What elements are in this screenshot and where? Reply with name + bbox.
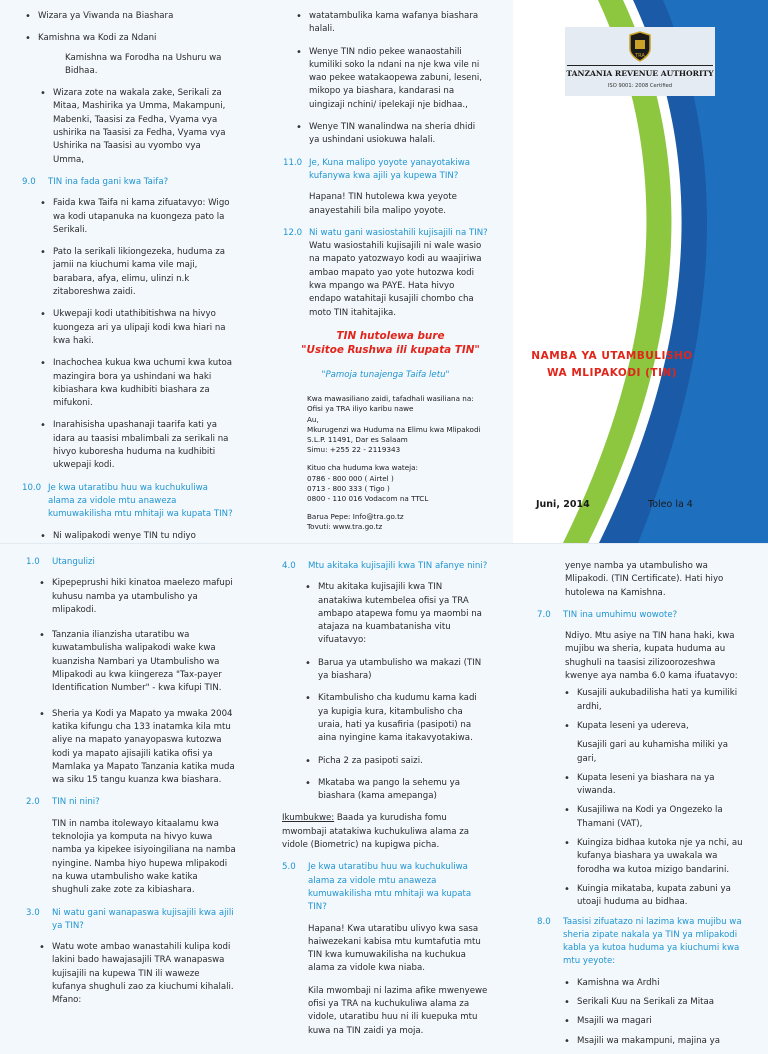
note-text: Baada ya kurudisha fomu mwombaji atatakiwa kuchukuliwa alama za vidole (Biometric) na kupigwa picha. — [282, 813, 469, 851]
section-heading — [22, 176, 234, 189]
section-title: Je kwa utaratibu huu wa kuchukuliwa alama za vidole mtu anaweza kumuwakilisha mtu mhitaji wa kupata TIN? — [308, 862, 472, 913]
edition-label: Toleo la 4 — [648, 499, 693, 510]
list-item: • Sheria ya Kodi ya Mapato ya mwaka 2004 katika kifungu cha 133 inatamka kila mtu aliye na mapato yanayopaswa kutozwa kodi ya mapato ajisajili katika ofisi ya Mamlaka ya Mapato Tanzania katika muda wa siku 15 tangu kuanza kwa biashara. — [36, 708, 236, 788]
section-heading — [26, 796, 236, 809]
list-item: • Wizara zote na wakala zake, Serikali za Mitaa, Mashirika ya Umma, Makampuni, Mabenki, Taasisi za Fedha, Vyama vya ushirika na Taasisi za Fedha, Vyama vya Ushirika na Taasisi au vyombo vya Umma, — [37, 87, 234, 167]
list-item: • Kupata leseni ya biashara na ya viwanda. — [561, 772, 743, 799]
section-number: 7.0 — [537, 609, 551, 620]
panel-divider — [0, 543, 768, 544]
title-line: WA MLIPAKODI (TIN) — [546, 367, 678, 379]
section-title: Je kwa utaratibu huu wa kuchukuliwa alama za vidole mtu anaweza kumuwakilisha mtu mhitaji wa kupata TIN? — [48, 482, 233, 520]
list-item: • Kusajili aukubadilisha hati ya kumiliki ardhi, — [561, 687, 743, 714]
list-item: • Inachochea kukua kwa uchumi kwa kutoa mazingira bora ya ushindani wa haki kibiashara kwa kudhibiti biashara za mifukoni. — [37, 357, 234, 410]
contact-line: Au, — [307, 414, 319, 424]
emblem-text: TRA — [635, 53, 645, 59]
section-title: TIN ni nini? — [52, 797, 100, 808]
section-title: TIN ina fada gani kwa Taifa? — [48, 176, 169, 187]
contact-line: 0800 - 110 016 Vodacom na TTCL — [307, 494, 429, 504]
website-line[interactable]: Tovuti: www.tra.go.tz — [307, 522, 383, 532]
section-heading — [26, 907, 236, 934]
paragraph: Hapana! Kwa utaratibu ulivyo kwa sasa haiwezekani kabisa mtu kumtafutia mtu TIN kwa kumuwakilisha na kuchukua alama za vidole kwa niaba. — [308, 923, 481, 974]
slogan-line: TIN hutolewa bure — [336, 329, 445, 342]
leaflet-title — [528, 348, 696, 382]
list-item: • Kupata leseni ya udereva, — [561, 720, 743, 733]
list-item: • Msajili wa magari — [561, 1015, 743, 1028]
contact-line: 0786 - 800 000 ( Airtel ) — [307, 473, 394, 483]
list-item: • Kuingiza bidhaa kutoka nje ya nchi, au kufanya biashara ya uwakala wa forodha wa kutoa mizigo bandarini. — [561, 837, 743, 877]
list-item: • Wizara ya Viwanda na Biashara — [22, 10, 234, 23]
title-line: NAMBA YA UTAMBULISHO — [531, 350, 693, 362]
section-number: 3.0 — [26, 907, 40, 918]
contact-block — [283, 394, 488, 532]
list-item: • Kusajiliwa na Kodi ya Ongezeko la Thamani (VAT), — [561, 804, 743, 831]
list-item: • Inarahisisha upashanaji taarifa kati ya idara au taasisi mbalimbali za serikali na hivyo kuboresha huduma na kudhibiti ukwepaji kodi. — [37, 419, 234, 472]
contact-line: Mkurugenzi wa Huduma na Elimu kwa Mlipakodi — [307, 424, 481, 434]
authority-name: TANZANIA REVENUE AUTHORITY — [566, 69, 714, 78]
section-heading — [282, 560, 488, 573]
contact-line: 0713 - 800 333 ( Tigo ) — [307, 483, 390, 493]
paragraph: Kamishna wa Forodha na Ushuru wa Bidhaa. — [65, 52, 222, 76]
list-item: • Pato la serikali likiongezeka, huduma za jamii na kiuchumi kama vile maji, barabara, afya, elimu, ulinzi n.k zitaboreshwa zaidi. — [37, 246, 234, 299]
list-item: • Kipepeprushi hiki kinatoa maelezo mafupi kuhusu namba ya utambulisho ya mlipakodi. — [36, 577, 236, 617]
list-item: • Wenye TIN ndio pekee wanaostahili kumiliki soko la ndani na nje kwa vile ni wao pekee watakaopewa zabuni, leseni, mikopo ya biashara, kandarasi na uingizaji nchini/ ipelekaji nje bidhaa., — [293, 46, 488, 112]
section-number: 9.0 — [22, 176, 36, 187]
section-number: 12.0 — [283, 227, 303, 238]
list-item: • Tanzania ilianzisha utaratibu wa kuwatambulisha walipakodi wake kwa kuanzisha Nambari ya Utambulisho wa Mlipakodi au kwa kiingereza "Tax-payer Identification Number" - kwa kifupi TIN. — [36, 629, 236, 695]
publication-date: Juni, 2014 — [536, 499, 590, 510]
list-item: • Msajili wa makampuni, majina ya — [561, 1035, 743, 1048]
list-item: • Serikali Kuu na Serikali za Mitaa — [561, 996, 743, 1009]
paragraph: Kusajili gari au kuhamisha miliki ya gari, — [577, 740, 729, 764]
paragraph: yenye namba ya utambulisho wa Mlipakodi. (TIN Certificate). Hati hiyo hutolewa na Kamishna. — [565, 561, 724, 598]
paragraph: Hapana! TIN hutolewa kwa yeyote anayestahili bila malipo yoyote. — [309, 192, 457, 216]
tra-logo-box — [565, 27, 715, 96]
list-item: • Kamishna wa Kodi za Ndani — [22, 32, 234, 45]
list-item: • Watu wote ambao wanastahili kulipa kodi lakini bado hawajasajili TRA wanapaswa kujisajili na kupewa TIN ili waweze kufanya shughuli zao za kiuchumi kihalali. Mfano: — [36, 941, 236, 1007]
section-heading — [26, 556, 236, 569]
section-heading — [283, 157, 488, 184]
section-number: 2.0 — [26, 797, 40, 808]
note-paragraph — [282, 812, 488, 852]
list-item: • Ukwepaji kodi utathibitishwa na hivyo kuongeza ari ya ulipaji kodi kwa hiari na kwa haki. — [37, 308, 234, 348]
contact-line: Ofisi ya TRA iliyo karibu nawe — [307, 404, 414, 414]
paragraph: TIN in namba itolewayo kitaalamu kwa teknolojia ya komputa na hivyo kuwa namba ya kipekee isiyoingiliana na namba nyingine. Namba hiyo hupewa mlipakodi na kuwa utambulisho wake katika shughuli zake zote za kibiashara. — [52, 818, 236, 896]
list-item: • Faida kwa Taifa ni kama zifuatavyo: Wigo wa kodi utapanuka na kuongeza pato la Serikali. — [37, 197, 234, 237]
section-heading — [22, 482, 234, 522]
list-item: • Barua ya utambulisho wa makazi (TIN ya biashara) — [302, 657, 488, 684]
list-item: • Kamishna wa Ardhi — [561, 977, 743, 990]
contact-line: Kwa mawasiliano zaidi, tafadhali wasiliana na: — [307, 394, 474, 404]
list-item: • Ni walipakodi wenye TIN tu ndiyo — [37, 530, 234, 543]
bottom-column-1 — [26, 556, 236, 1017]
note-label: Ikumbukwe: — [282, 813, 335, 824]
list-item: • Picha 2 za pasipoti saizi. — [302, 755, 488, 768]
section-number: 5.0 — [282, 862, 296, 873]
section-number: 10.0 — [22, 482, 42, 493]
list-item: • Mkataba wa pango la sehemu ya biashara (kama amepanga) — [302, 777, 488, 804]
list-item: • Wenye TIN wanalindwa na sheria dhidi ya ushindani usiokuwa halali. — [293, 121, 488, 148]
paragraph: Kila mwombaji ni lazima afike mwenyewe ofisi ya TRA na kuchukuliwa alama za vidole, utaratibu huu ni ili kuepuka mtu kuwa na TIN zaidi ya moja. — [308, 985, 488, 1036]
paragraph: Watu wasiostahili kujisajili ni wale wasio na mapato yatozwayo kodi au waajiriwa ambao mapato yao yote hutozwa kodi kwa mpango wa PAYE. Hata hivyo endapo watahitaji kusajili chombo cha moto TIN itahitajika. — [309, 241, 482, 318]
section-heading — [537, 916, 743, 969]
contact-line: S.L.P. 11491, Dar es Salaam — [307, 435, 408, 445]
bottom-column-2 — [282, 560, 488, 1047]
tra-emblem-icon — [626, 31, 654, 63]
section-heading — [283, 227, 488, 240]
section-title: Taasisi zifuatazo ni lazima kwa mujibu wa sheria zipate nakala ya TIN ya mlipakodi kabla ya kutoa huduma ya kiuchumi kwa mtu yeyote: — [563, 916, 742, 967]
section-title: Ni watu gani wasiostahili kujisajili na TIN? — [309, 227, 488, 238]
contact-line: Simu: +255 22 - 2119343 — [307, 445, 401, 455]
section-number: 8.0 — [537, 916, 551, 927]
section-heading — [282, 861, 488, 914]
section-title: Mtu akitaka kujisajili kwa TIN afanye nini? — [308, 561, 488, 571]
paragraph: Ndiyo. Mtu asiye na TIN hana haki, kwa mujibu wa sheria, kupata huduma au shughuli na taasisi zilizoorozeshwa kwenye aya namba 6.0 kama ifuatavyo: — [565, 631, 738, 682]
section-heading — [537, 609, 743, 622]
slogan-line: "Usitoe Rushwa ili kupata TIN" — [301, 343, 480, 356]
motto: "Pamoja tunajenga Taifa letu" — [321, 369, 450, 380]
iso-certification: ISO 9001: 2008 Certified — [607, 83, 673, 89]
section-number: 11.0 — [283, 157, 303, 168]
list-item: • Kuingia mikataba, kupata zabuni ya utoaji huduma au bidhaa. — [561, 883, 743, 910]
top-column-1 — [22, 10, 234, 552]
section-title: Je, Kuna malipo yoyote yanayotakiwa kufanywa kwa ajili ya kupewa TIN? — [309, 157, 471, 181]
section-number: 4.0 — [282, 561, 296, 571]
section-title: Utangulizi — [52, 557, 95, 567]
section-title: Ni watu gani wanapaswa kujisajili kwa ajili ya TIN? — [52, 907, 234, 931]
section-title: TIN ina umuhimu wowote? — [563, 609, 678, 620]
logo-rule — [567, 65, 713, 66]
section-number: 1.0 — [26, 557, 40, 567]
bottom-column-3 — [537, 560, 743, 1054]
list-item: • watatambulika kama wafanya biashara halali. — [293, 10, 488, 37]
email-line[interactable]: Barua Pepe: Info@tra.go.tz — [307, 512, 404, 522]
slogan — [283, 329, 488, 357]
list-item: • Kitambulisho cha kudumu kama kadi ya kupigia kura, kitambulisho cha uraia, hati ya kusafiria (pasipoti) na aina nyingine kama itakavyotakiwa. — [302, 692, 488, 745]
contact-line: Kituo cha huduma kwa wateja: — [307, 463, 418, 473]
list-item: • Mtu akitaka kujisajili kwa TIN anatakiwa kutembelea ofisi ya TRA ambapo atapewa fomu ya maombi na atajaza na kuambatanisha vitu vifuatavyo: — [302, 581, 488, 647]
top-column-2 — [283, 10, 488, 533]
